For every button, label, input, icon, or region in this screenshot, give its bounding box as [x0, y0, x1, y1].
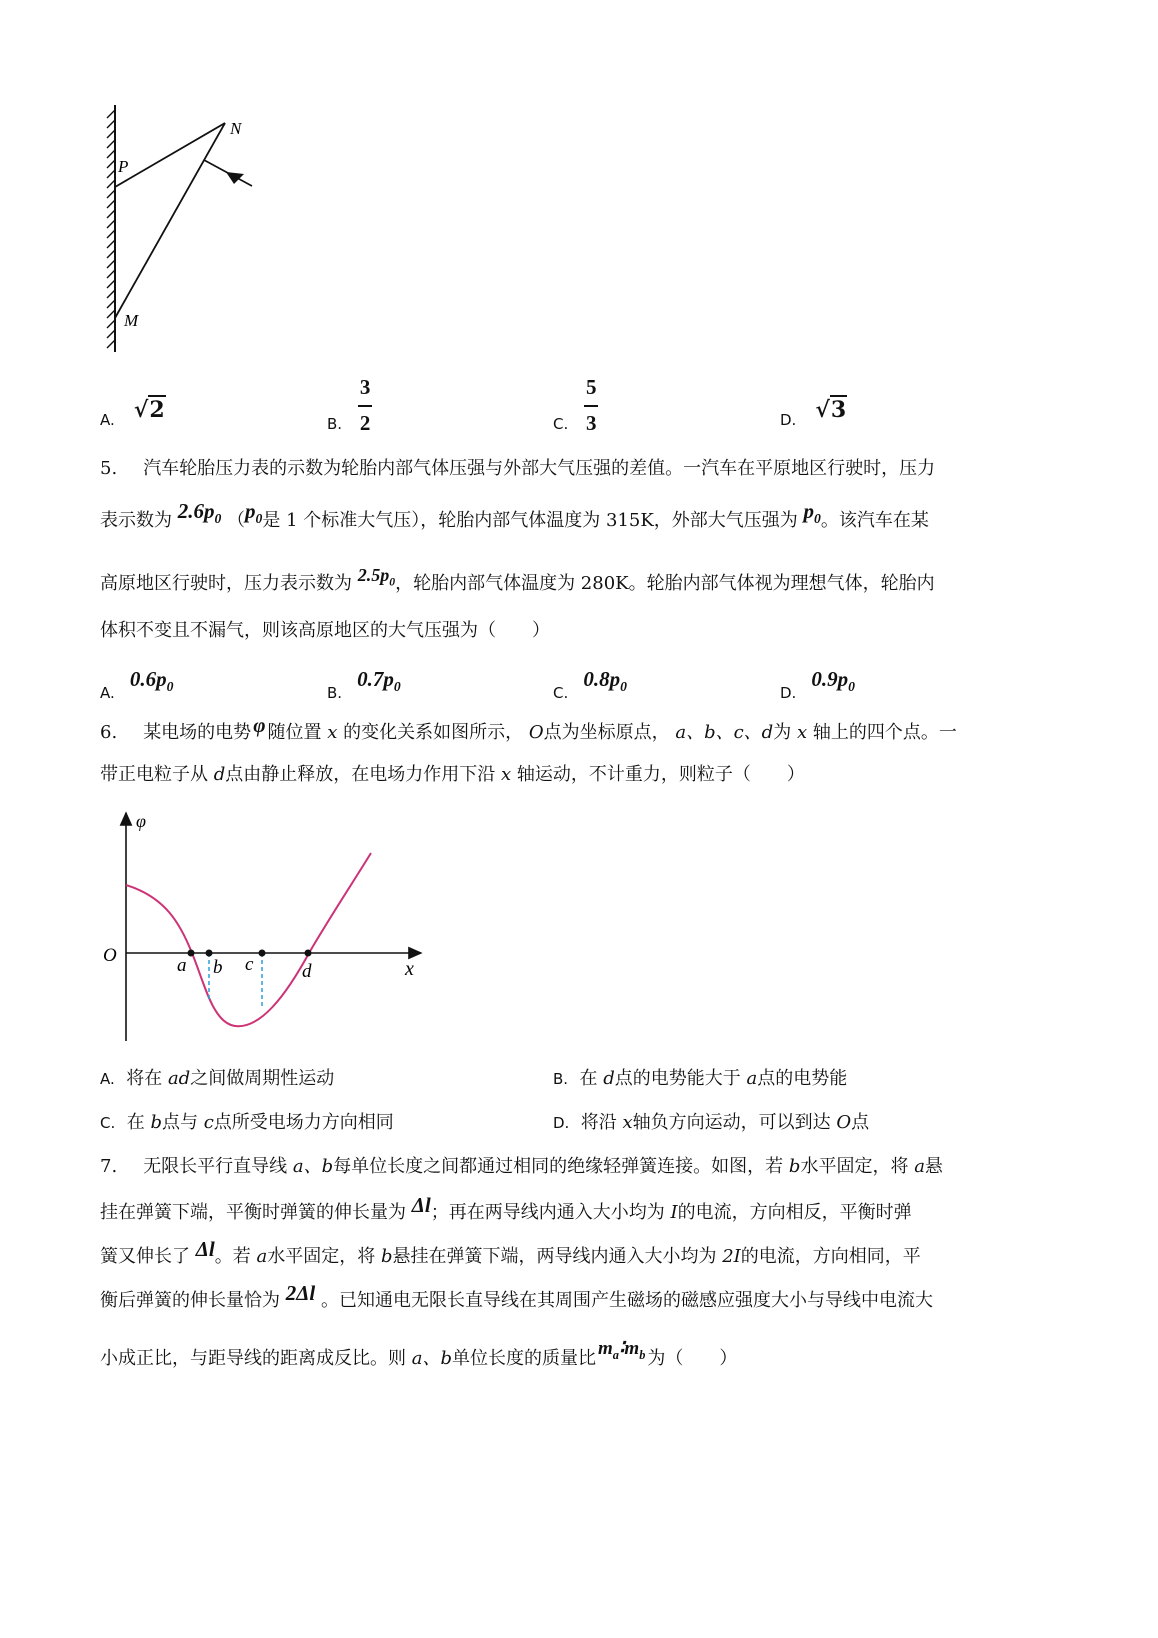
- label-origin: O: [103, 945, 117, 966]
- q6-option-b[interactable]: B. 在 d点的电势能大于 a点的电势能: [553, 1068, 848, 1089]
- point-d: [305, 950, 312, 957]
- label-c: c: [245, 954, 254, 975]
- question-number: 5.: [100, 458, 118, 479]
- option-value: $0.8p_0$: [583, 667, 627, 695]
- q6-option-c[interactable]: C. 在 b点与 c点所受电场力方向相同: [100, 1112, 394, 1133]
- q5-line4: 体积不变且不漏气，则该高原地区的大气压强为（ ）: [100, 620, 550, 641]
- math-2.6p0: $2.6p_0$: [177, 499, 222, 527]
- q5-line3: 高原地区行驶时，压力表示数为 $2.5p_0$，轮胎内部气体温度为 280K。轮胎内部气体视为理想气体，轮胎内: [100, 565, 935, 594]
- option-letter: D.: [780, 684, 797, 702]
- figure-rod-wall: [90, 100, 280, 360]
- q7-line1: 7. 无限长平行直导线 a、b每单位长度之间都通过相同的绝缘轻弹簧连接。如图，若 b水平固定，将 a悬: [100, 1156, 943, 1177]
- q5-option-a[interactable]: [100, 667, 174, 702]
- force-arrowhead: [226, 172, 244, 184]
- option-letter: A.: [100, 1070, 115, 1088]
- math-2-delta-l: 2Δl: [285, 1281, 316, 1305]
- option-letter: C.: [553, 415, 569, 433]
- q4-option-a[interactable]: [100, 397, 166, 431]
- label-d: d: [302, 961, 312, 982]
- q4-option-d[interactable]: [780, 397, 847, 431]
- label-b: b: [213, 957, 223, 978]
- point-c: [259, 950, 266, 957]
- point-b: [206, 950, 213, 957]
- label-x: x: [405, 958, 414, 980]
- math-p0: $p_0$: [803, 499, 821, 527]
- phi-x-graph: [95, 805, 435, 1050]
- q6-line1: 6. 某电场的电势φ 随位置 x 的变化关系如图所示， O点为坐标原点， a、b、c、d为 x 轴上的四个点。一: [100, 713, 957, 743]
- math-p0: $p_0$: [245, 499, 263, 527]
- option-letter: D.: [780, 411, 797, 429]
- option-value: $0.9p_0$: [811, 667, 855, 695]
- rod-mn: [115, 123, 225, 318]
- q7-line5: 小成正比，与距导线的距离成反比。则 a、b单位长度的质量比 $m_a∶m_b$ 为（ ）: [100, 1335, 738, 1369]
- label-p: P: [118, 157, 129, 176]
- q4-option-c[interactable]: [553, 375, 598, 435]
- wall-hatching: [107, 110, 115, 348]
- option-letter: B.: [553, 1070, 569, 1088]
- math-delta-l: Δl: [411, 1193, 431, 1217]
- q5-option-d[interactable]: [780, 667, 855, 702]
- q5-line2: 表示数为 $2.6p_0$ （$p_0$是 1 个标准大气压），轮胎内部气体温度为 315K，外部大气压强为 $p_0$。该汽车在某: [100, 499, 929, 531]
- string-pn: [115, 123, 225, 187]
- q7-line4: 衡后弹簧的伸长量恰为 2Δl 。已知通电无限长直导线在其周围产生磁场的磁感应强度大小与导线中电流大: [100, 1281, 933, 1311]
- q7-line2: 挂在弹簧下端，平衡时弹簧的伸长量为 Δl；再在两导线内通入大小均为 I的电流，方向相反，平衡时弹: [100, 1193, 912, 1223]
- math-delta-l: Δl: [195, 1237, 215, 1261]
- q5-option-b[interactable]: [327, 667, 401, 702]
- potential-curve: [126, 853, 371, 1026]
- q5-option-c[interactable]: [553, 667, 627, 702]
- fraction: $\frac{3}{2}$: [359, 375, 371, 435]
- label-phi: φ: [136, 811, 146, 831]
- option-value: $0.6p_0$: [129, 667, 174, 695]
- label-m: M: [124, 311, 139, 330]
- point-a: [188, 950, 195, 957]
- math-phi: φ: [253, 713, 266, 737]
- question-number: 7.: [100, 1156, 118, 1177]
- q6-option-a[interactable]: A. 将在 ad之间做周期性运动: [100, 1068, 335, 1089]
- math-2.5p0: $2.5p_0$: [357, 565, 396, 589]
- option-letter: C.: [553, 684, 569, 702]
- option-letter: B.: [327, 415, 343, 433]
- q7-line3: 簧又伸长了 Δl。若 a水平固定，将 b悬挂在弹簧下端，两导线内通入大小均为 2I的电流，方向相同，平: [100, 1237, 921, 1267]
- q6-line2: 带正电粒子从 d点由静止释放，在电场力作用下沿 x 轴运动，不计重力，则粒子（ ）: [100, 764, 805, 785]
- sqrt-expression: √3: [815, 397, 847, 423]
- sqrt-expression: √2: [133, 397, 165, 423]
- option-letter: B.: [327, 684, 343, 702]
- q4-option-b[interactable]: [327, 375, 372, 435]
- q6-option-d[interactable]: D. 将沿 x轴负方向运动，可以到达 O点: [553, 1112, 870, 1133]
- q5-line1: 5. 汽车轮胎压力表的示数为轮胎内部气体压强与外部大气压强的差值。一汽车在平原地区行驶时，压力: [100, 458, 936, 479]
- option-letter: D.: [553, 1114, 570, 1132]
- option-letter: C.: [100, 1114, 116, 1132]
- option-letter: A.: [100, 411, 115, 429]
- question-number: 6.: [100, 722, 118, 743]
- label-n: N: [230, 119, 242, 138]
- math-mass-ratio: $m_a∶m_b$: [598, 1335, 646, 1362]
- fraction: $\frac{5}{3}$: [586, 375, 597, 435]
- label-a: a: [177, 955, 187, 976]
- option-letter: A.: [100, 684, 115, 702]
- option-value: $0.7p_0$: [357, 667, 401, 695]
